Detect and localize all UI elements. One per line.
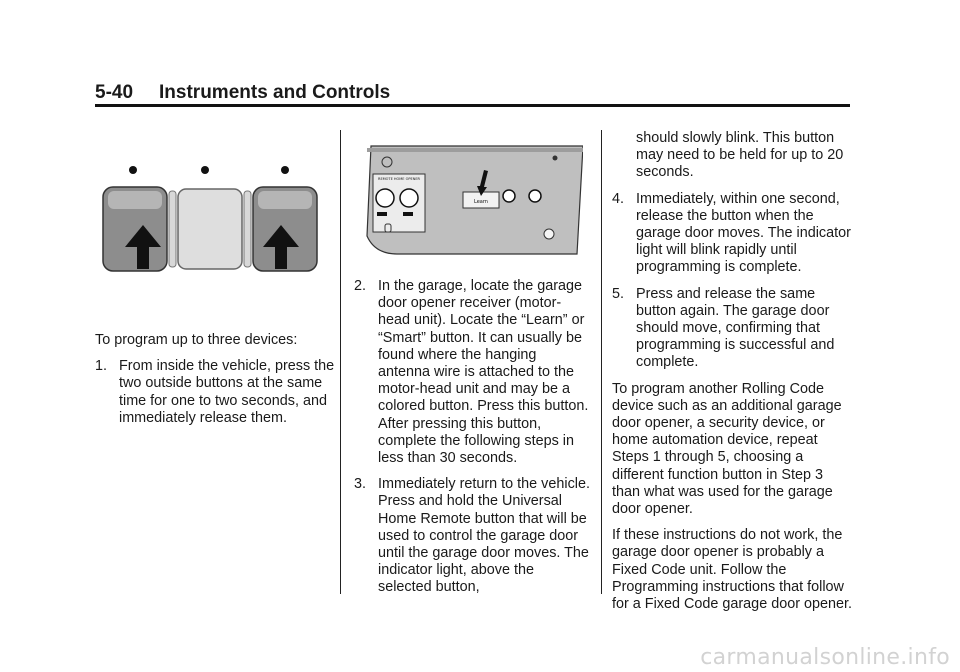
- step-text: Press and release the same button again. The garage door should move, confirming that programming is successful and complete.: [636, 285, 835, 371]
- indicator-light-1: [129, 166, 137, 174]
- step-2: [354, 278, 590, 467]
- step-number: 2.: [354, 278, 367, 294]
- step-3: [354, 476, 590, 596]
- step-text: Immediately return to the vehicle. Press and hold the Universal Home Remote button that will be used to control the garage door until the garage door moves. The indicator light, above the selected button,: [378, 476, 590, 596]
- step-number: 5.: [612, 285, 625, 302]
- intro-text: To program up to three devices:: [95, 332, 298, 348]
- step-number: 4.: [612, 190, 625, 207]
- page-number: 5-40: [95, 82, 134, 103]
- column-divider-2: [601, 130, 602, 594]
- column-3: [612, 130, 854, 622]
- console-button-divider-1: [169, 191, 176, 267]
- universal-remote-buttons-illustration: [97, 155, 327, 275]
- fixed-code-paragraph: If these instructions do not work, the garage door opener is probably a Fixed Code unit. Follow the Programming instructions that follow for a Fixed Code garage door opener.: [612, 527, 853, 613]
- indicator-light-3: [281, 166, 289, 174]
- header-rule: [95, 104, 850, 107]
- page-header: [95, 82, 850, 104]
- step-text: Immediately, within one second, release the button when the garage door moves. The indicator light will blink rapidly until programming is complete.: [636, 190, 851, 276]
- step-text: From inside the vehicle, press the two outside buttons at the same time for one to two seconds, and immediately release them.: [119, 358, 335, 426]
- dial-2-icon: [529, 190, 541, 202]
- site-watermark: carmanualsonline.info: [700, 645, 950, 670]
- console-button-divider-2: [244, 191, 251, 267]
- column-1: [95, 332, 335, 436]
- learn-button-label: Learn: [474, 199, 488, 205]
- console-button-middle: [178, 189, 242, 269]
- step-3-continuation: [612, 130, 854, 182]
- dial-1-icon: [503, 190, 515, 202]
- step-1: [95, 358, 335, 427]
- step-number: 1.: [95, 358, 108, 375]
- step-text: In the garage, locate the garage door opener receiver (motor-head unit). Locate the “Learn” or “Smart” button. It can usually be found where the hanging antenna wire is attached to the motor-head unit and may be a colored button. Press this button. After pressing this button, complete the following steps in less than 30 seconds.: [378, 278, 589, 467]
- step-5: [612, 286, 854, 372]
- indicator-light-icon: [544, 229, 554, 239]
- garage-opener-motor-head-illustration: [357, 136, 583, 258]
- indicator-light-2: [201, 166, 209, 174]
- column-divider-1: [340, 130, 341, 594]
- rolling-code-paragraph: To program another Rolling Code device such as an additional garage door opener, a security device, or home automation device, repeat Steps 1 through 5, choosing a different function button in Step 3 than what was used for the garage door opener.: [612, 380, 842, 518]
- column-2: [354, 278, 590, 606]
- step-number: 3.: [354, 476, 367, 493]
- section-title: Instruments and Controls: [159, 82, 391, 103]
- warning-label-title: REMOTE HOME OPENER: [378, 177, 420, 181]
- step-4: [612, 191, 854, 277]
- step-text: should slowly blink. This button may need to be held for up to 20 seconds.: [636, 130, 844, 181]
